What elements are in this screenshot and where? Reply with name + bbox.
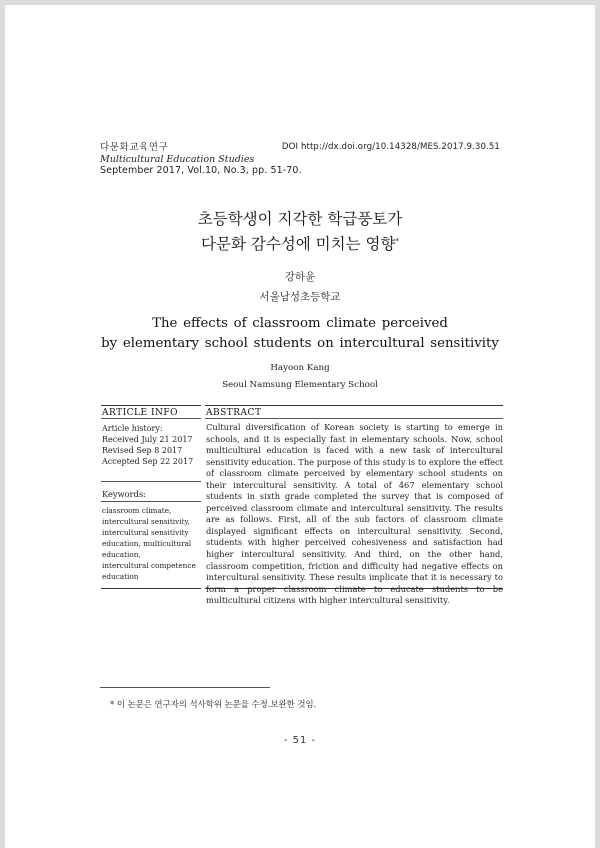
abstract-heading-rule xyxy=(205,418,503,419)
korean-author: 강하윤 xyxy=(284,271,316,283)
english-title xyxy=(5,314,595,354)
article-info-bottom-rule xyxy=(101,588,201,589)
korean-title-line1: 초등학생이 지각한 학급풍토가 xyxy=(197,210,403,228)
history-label: Article history: xyxy=(102,424,163,433)
english-title-line2: by elementary school students on intercultural sensitivity xyxy=(101,336,499,351)
journal-info xyxy=(100,142,302,177)
korean-title-line2 xyxy=(5,230,595,255)
article-info-top-rule xyxy=(101,405,201,406)
page-number: - 51 - xyxy=(283,735,317,746)
korean-affiliation: 서울남성초등학교 xyxy=(259,291,341,303)
english-affiliation: Seoul Namsung Elementary School xyxy=(222,380,378,390)
keyword-item: intercultural competence xyxy=(102,561,196,570)
history-received: Received July 21 2017 xyxy=(102,435,193,444)
keyword-item: intercultural sensitivity xyxy=(102,528,189,537)
abstract-heading: ABSTRACT xyxy=(206,408,262,418)
korean-title xyxy=(5,208,595,255)
korean-title-line2-text: 다문화 감수성에 미치는 영향 xyxy=(201,235,396,254)
keyword-item: education xyxy=(102,572,139,581)
journal-issue: September 2017, Vol.10, No.3, pp. 51-70. xyxy=(100,165,302,176)
article-info-heading: ARTICLE INFO xyxy=(102,408,179,418)
abstract-top-rule xyxy=(205,405,503,406)
abstract-bottom-rule xyxy=(205,588,503,589)
history-revised: Revised Sep 8 2017 xyxy=(102,446,183,455)
article-history xyxy=(102,423,193,467)
keywords-heading: Keywords: xyxy=(102,489,147,499)
keyword-item: intercultural sensitivity, xyxy=(102,517,190,526)
journal-name-en: Multicultural Education Studies xyxy=(100,153,255,165)
keyword-item: classroom climate, xyxy=(102,506,172,515)
paper-page xyxy=(5,5,595,848)
keyword-item: education, multicultural xyxy=(102,539,192,548)
article-info-heading-rule xyxy=(101,418,201,419)
abstract-text: Cultural diversification of Korean society is starting to emerge in schools, and it is especially fast in elementary schools. Now, school multicultural education is faced with a new task of intercultural sensitivity education. The purpose of this study is to explore the effect of classroom climate perceived by elementary school students on their intercultural sensitivity. A total of 467 elementary school students in sixth grade completed the survey that is composed of perceived classroom climate and intercultural sensitivity. The results are as follows. First, all of the sub factors of classroom climate displayed significant effects on intercultural sensitivity. Second, students with higher perceived cohesiveness and satisfaction had higher intercultural sensitivity. And third, on the other hand, classroom competition, friction and difficulty had negative effects on intercultural sensitivity. These results implicate that it is necessary to multicultural citizens with higher intercultural sensitivity. xyxy=(206,422,503,606)
keywords-heading-rule xyxy=(101,501,201,502)
keywords-top-rule xyxy=(101,481,201,482)
footnote-separator xyxy=(100,687,270,688)
english-author: Hayoon Kang xyxy=(270,363,330,373)
footnote-text: * 이 논문은 연구자의 석사학위 논문을 수정․보완한 것임. xyxy=(110,699,317,709)
english-title-line1: The effects of classroom climate perceived xyxy=(152,316,448,331)
footnote-mark: * xyxy=(395,237,399,245)
journal-name-kr: 다문화교육연구 xyxy=(100,142,169,153)
doi-link[interactable]: DOI http://dx.doi.org/10.14328/MES.2017.9.30.51 xyxy=(281,142,500,152)
keywords-list xyxy=(102,505,200,582)
history-accepted: Accepted Sep 22 2017 xyxy=(102,457,194,466)
keyword-item: education, xyxy=(102,550,141,559)
